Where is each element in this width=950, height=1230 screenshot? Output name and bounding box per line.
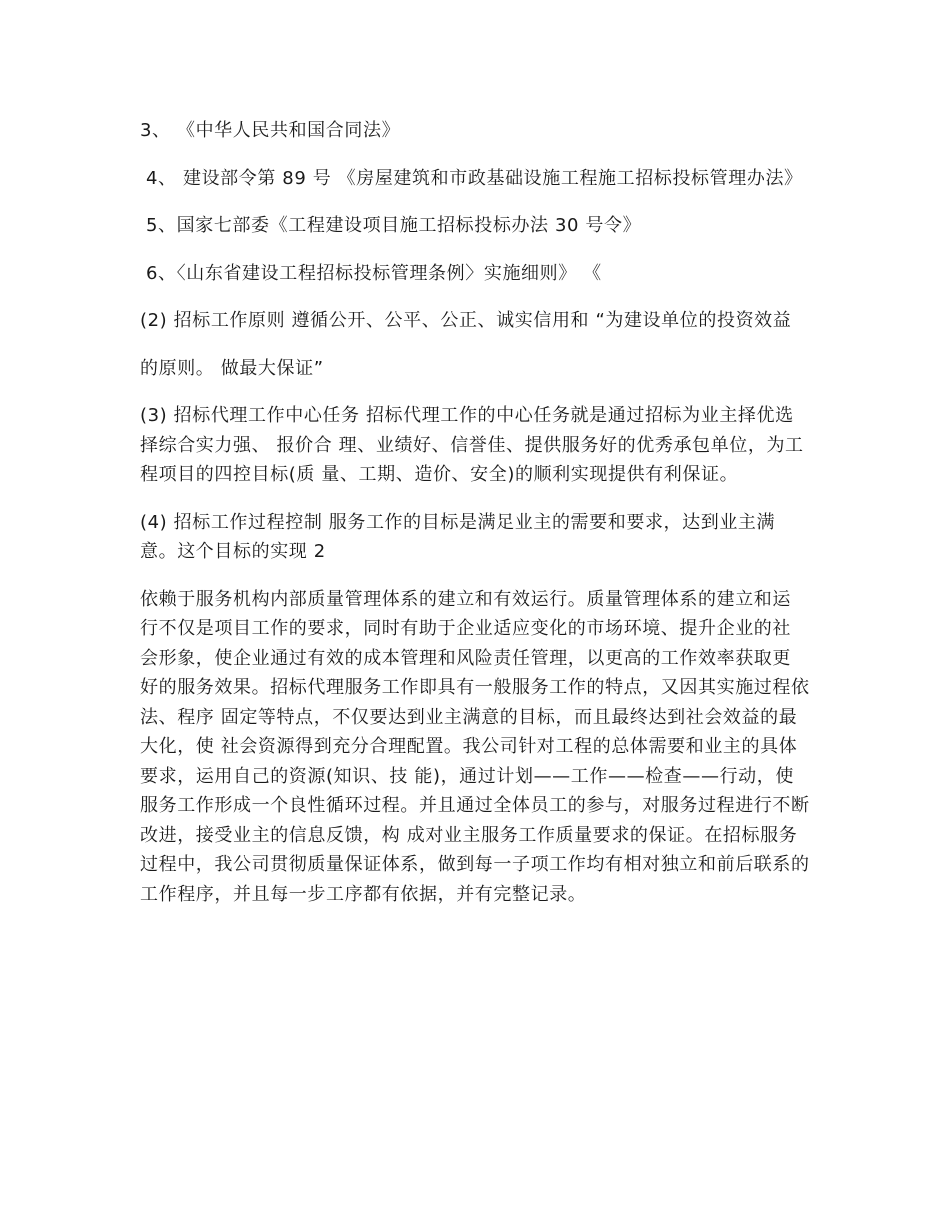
section-4-process-control: (4) 招标工作过程控制 服务工作的目标是满足业主的需要和要求，达到业主满意。这个目标的实现 2 bbox=[140, 511, 776, 562]
law-item-3: 3、 《中华人民共和国合同法》 bbox=[140, 120, 401, 141]
quality-system-paragraph: 依赖于服务机构内部质量管理体系的建立和有效运行。质量管理体系的建立和运 行不仅是项目工作的要求，同时有助于企业适应变化的市场环境、提升企业的社 会形象，使企业通过有效的成本管理和风险责任管理，以更高的工作效率获取更 好的服务效果。招标代理服务工作即具有一般服务工作的特点，又因其实施过程依法、程序 固定等特点，不仅要达到业主满意的目标，而且最终达到社会效益的最大化，使 社会资源得到充分合理配置。我公司针对工程的总体需要和业主的具体要求，运用自己的资源(知识、技 能)，通过计划——工作——检查——行动，使服务工作形成一个良性循环过程。并且通过全体员工的参与，对服务过程进行不断改进，接受业主的信息反馈，构 成对业主服务工作质量要求的保证。在招标服务过程中，我公司贯彻质量保证体系，做到每一子项工作均有相对独立和前后联系的工作程序，并且每一步工序都有依据，并有完整记录。 bbox=[140, 588, 810, 905]
law-item-4: 4、 建设部令第 89 号 《房屋建筑和市政基础设施工程施工招标投标管理办法》 bbox=[146, 167, 803, 189]
law-item-6: 6、〈山东省建设工程招标投标管理条例〉实施细则》 《 bbox=[146, 262, 602, 284]
section-2-principles: (2) 招标工作原则 遵循公开、公平、公正、诚实信用和 “为建设单位的投资效益 bbox=[140, 310, 792, 331]
section-3-central-task: (3) 招标代理工作中心任务 招标代理工作的中心任务就是通过招标为业主择优选择综合实力强、 报价合 理、业绩好、信誉佳、提供服务好的优秀承包单位，为工程项目的四控目标(质 量、工期、造价、安全)的顺利实现提供有利保证。 bbox=[140, 405, 804, 485]
section-2-continuation: 的原则。 做最大保证” bbox=[140, 357, 324, 379]
law-item-5: 5、国家七部委《工程建设项目施工招标投标办法 30 号令》 bbox=[146, 215, 642, 236]
document-body bbox=[140, 116, 812, 927]
